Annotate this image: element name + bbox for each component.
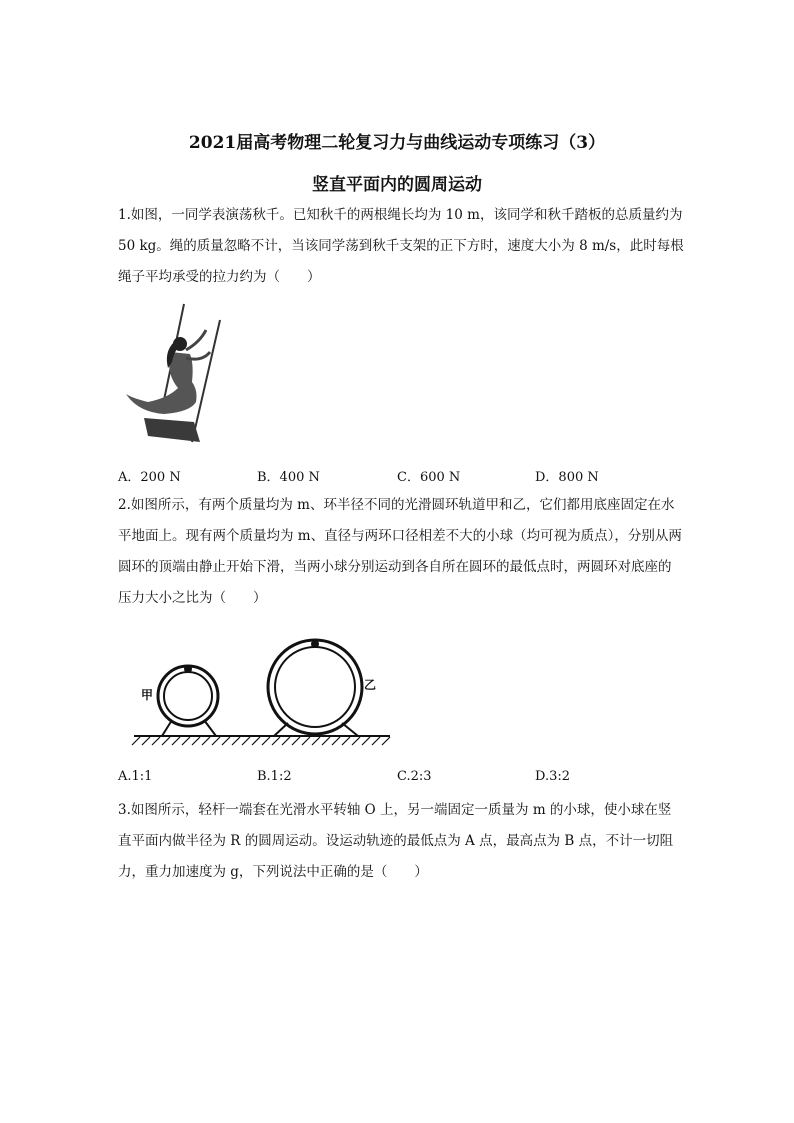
q1-option-a[interactable]: A．200 N [118, 470, 181, 485]
question-3-text: 3.如图所示，轻杆一端套在光滑水平转轴 O 上，另一端固定一质量为 m 的小球，使小球在竖直平面内做半径为 R 的圆周运动。设运动轨迹的最低点为 A 点，最高点为 B 点，不计一切阻力，重力加速度为 g，下列说法中正确的是（ ） [118, 802, 674, 880]
document-title: 2021届高考物理二轮复习力与曲线运动专项练习（3） [188, 133, 606, 153]
q2-option-c[interactable]: C.2:3 [397, 769, 432, 784]
ring-label-yi: 乙 [364, 678, 377, 692]
question-1-text: 1.如图，一同学表演荡秋千。已知秋千的两根绳长均为 10 m，该同学和秋千踏板的总质量约为 50 kg。绳的质量忽略不计，当该同学荡到秋千支架的正下方时，速度大小为 8 m/s，此时每根绳子平均承受的拉力约为（ ） [118, 207, 684, 285]
ball-jia [184, 665, 192, 673]
q2-option-b[interactable]: B.1:2 [257, 769, 292, 784]
q2-option-a[interactable]: A.1:1 [118, 769, 153, 784]
swing-illustration [120, 302, 232, 448]
q1-option-d[interactable]: D．800 N [535, 470, 599, 485]
document-subtitle: 竖直平面内的圆周运动 [312, 175, 482, 195]
q1-option-b[interactable]: B．400 N [257, 470, 320, 485]
ring-label-jia: 甲 [141, 688, 154, 702]
question-2-text: 2.如图所示，有两个质量均为 m、环半径不同的光滑圆环轨道甲和乙，它们都用底座固定在水平地面上。现有两个质量均为 m、直径与两环口径相差不大的小球（均可视为质点），分别从两圆环的顶端由静止开始下滑，当两小球分别运动到各自所在圆环的最低点时，两圆环对底座的压力大小之比为（ ） [118, 497, 682, 606]
two-rings-diagram [130, 632, 392, 748]
ball-yi [311, 640, 319, 648]
q2-option-d[interactable]: D.3:2 [535, 769, 571, 784]
q1-option-c[interactable]: C．600 N [397, 470, 461, 485]
